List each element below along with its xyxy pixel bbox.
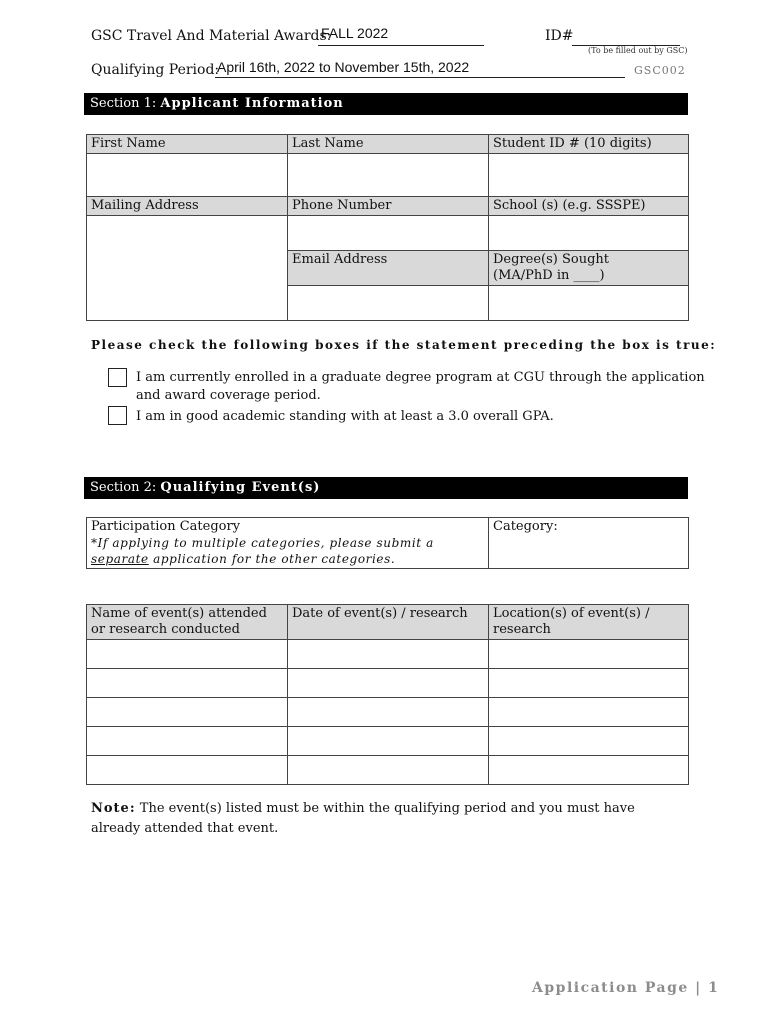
degree-sought-input[interactable] [489,286,689,321]
table-row [87,727,689,756]
form-code: GSC002 [634,64,686,77]
qualifying-period-field[interactable] [215,60,625,78]
participation-note-emph: separate [91,552,149,566]
mailing-address-label: Mailing Address [87,197,288,216]
section2-header [84,477,688,499]
first-name-label: First Name [87,135,288,154]
participation-category-cell [87,518,489,569]
participation-category-note [91,535,484,567]
category-input[interactable] [489,518,689,569]
id-field [572,28,680,46]
table-row [87,669,689,698]
event-location-input[interactable] [489,756,689,785]
event-date-header: Date of event(s) / research [288,605,489,640]
event-date-input[interactable] [288,640,489,669]
id-label: ID# [545,28,574,44]
award-term-field[interactable] [318,25,484,46]
applicant-info-table [86,134,689,321]
phone-number-label: Phone Number [288,197,489,216]
event-location-header: Location(s) of event(s) / research [489,605,689,640]
school-input[interactable] [489,216,689,251]
section1-title: Applicant Information [160,96,344,111]
event-location-input[interactable] [489,669,689,698]
event-location-input[interactable] [489,640,689,669]
gpa-statement: I am in good academic standing with at least a 3.0 overall GPA. [136,409,554,424]
table-row [87,640,689,669]
email-address-label: Email Address [288,251,489,286]
gpa-checkbox[interactable] [108,406,127,425]
section1-header [84,93,688,115]
degree-sought-label [489,251,689,286]
event-name-input[interactable] [87,698,288,727]
student-id-label: Student ID # (10 digits) [489,135,689,154]
section2-prefix: Section 2: [90,480,157,495]
event-location-input[interactable] [489,698,689,727]
event-name-input[interactable] [87,669,288,698]
event-name-header: Name of event(s) attended or research conducted [87,605,288,640]
enrolled-checkbox[interactable] [108,368,127,387]
section1-prefix: Section 1: [90,96,157,111]
enrolled-statement-line2: and award coverage period. [136,388,321,403]
award-term-value: FALL 2022 [321,25,389,41]
note-text: The event(s) listed must be within the qualifying period and you must have already attended that event. [91,801,635,836]
participation-note-part1: *If applying to multiple categories, please submit a [91,536,434,550]
last-name-input[interactable] [288,154,489,197]
category-label: Category: [493,519,558,534]
participation-category-table [86,517,689,569]
phone-number-input[interactable] [288,216,489,251]
participation-category-label: Participation Category [91,519,241,534]
school-label: School (s) (e.g. SSSPE) [489,197,689,216]
event-name-input[interactable] [87,756,288,785]
participation-note-part2: application for the other categories. [148,552,396,566]
checkbox-instruction: Please check the following boxes if the statement preceding the box is true: [91,338,717,352]
qualifying-period-label: Qualifying Period: [91,62,220,78]
student-id-input[interactable] [489,154,689,197]
degree-sought-line1: Degree(s) Sought [493,252,610,267]
qualifying-period-value: April 16th, 2022 to November 15th, 2022 [217,59,470,75]
table-row [87,756,689,785]
mailing-address-input[interactable] [87,216,288,321]
event-date-input[interactable] [288,756,489,785]
table-row [87,698,689,727]
email-address-input[interactable] [288,286,489,321]
id-note: (To be filled out by GSC) [588,46,688,55]
event-name-input[interactable] [87,727,288,756]
degree-sought-line2: (MA/PhD in ____) [493,268,605,283]
event-date-input[interactable] [288,698,489,727]
event-date-input[interactable] [288,669,489,698]
events-table [86,604,689,785]
enrolled-statement-line1: I am currently enrolled in a graduate degree program at CGU through the application [136,370,705,385]
event-location-input[interactable] [489,727,689,756]
first-name-input[interactable] [87,154,288,197]
section2-title: Qualifying Event(s) [160,480,321,495]
event-date-input[interactable] [288,727,489,756]
qualifying-note [91,799,671,839]
award-title-label: GSC Travel And Material Awards: [91,28,332,44]
note-label: Note: [91,801,136,816]
event-name-input[interactable] [87,640,288,669]
page-footer: Application Page | 1 [532,980,720,996]
last-name-label: Last Name [288,135,489,154]
